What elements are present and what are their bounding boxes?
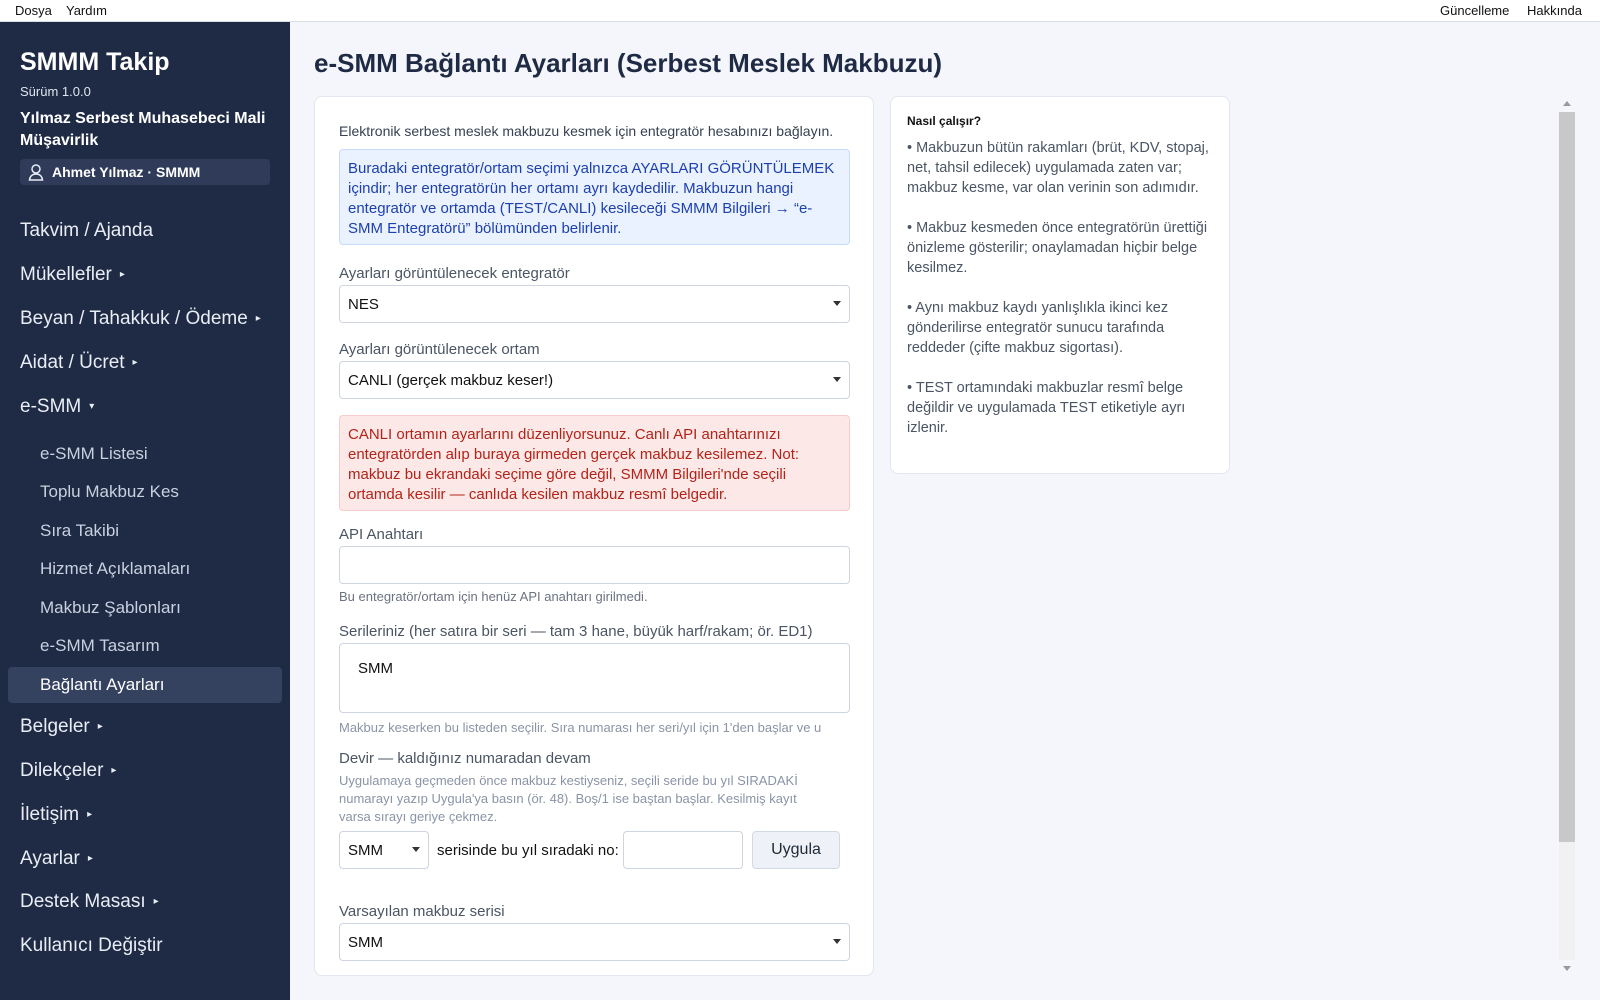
subnav-esmm-design[interactable]: e-SMM Tasarım xyxy=(40,636,160,655)
nav-label: e-SMM xyxy=(20,396,82,417)
app-version: Sürüm 1.0.0 xyxy=(20,84,91,99)
current-user-label: Ahmet Yılmaz · SMMM xyxy=(52,164,201,180)
nav-label: Belgeler xyxy=(20,716,90,737)
nav-label: İletişim xyxy=(20,804,80,825)
nav-label: Mükellefler xyxy=(20,264,112,285)
chevron-right-icon: ▸ xyxy=(132,357,138,368)
nav-taxpayers[interactable] xyxy=(20,264,125,286)
subnav-receipt-templates[interactable]: Makbuz Şablonları xyxy=(40,598,181,617)
help-item: • Makbuz kesmeden önce entegratörün ürettiği önizleme gösterilir; onaylamadan hiçbir belge kesilmez. xyxy=(907,220,1208,276)
api-key-label: API Anahtarı xyxy=(339,526,424,543)
menu-update[interactable]: Güncelleme xyxy=(1440,3,1510,18)
series-hint: Makbuz keserken bu listeden seçilir. Sıra numarası her seri/yıl için 1'den başlar ve u xyxy=(339,720,822,735)
chevron-down-icon xyxy=(833,939,841,944)
devir-hint: Uygulamaya geçmeden önce makbuz kestiyseniz, seçili seride bu yıl SIRADAKİ numarayı yazıp Uygula'ya basın (ör. 48). Boş/1 ise baştan başlar. Kesilmiş kayıt varsa sırayı geriye çekmez. xyxy=(339,773,798,824)
default-series-value: SMM xyxy=(348,934,383,951)
intro-text: Elektronik serbest meslek makbuzu kesmek için entegratör hesabınızı bağlayın. xyxy=(339,123,834,139)
nav-label: Takvim / Ajanda xyxy=(20,220,154,241)
environment-label: Ayarları görüntülenecek ortam xyxy=(339,341,540,358)
nav-label: Destek Masası xyxy=(20,891,146,912)
menu-file[interactable]: Dosya xyxy=(15,3,52,18)
devir-label: Devir — kaldığınız numaradan devam xyxy=(339,750,591,767)
user-icon xyxy=(28,163,44,181)
chevron-right-icon: ▸ xyxy=(97,721,103,732)
scroll-up-icon[interactable] xyxy=(1563,101,1571,106)
integrator-select[interactable] xyxy=(339,285,850,323)
nav-calendar[interactable] xyxy=(20,220,153,242)
current-user[interactable] xyxy=(20,159,270,185)
help-title: Nasıl çalışır? xyxy=(907,114,982,128)
chevron-down-icon: ▾ xyxy=(89,401,95,412)
series-label: Serileriniz (her satıra bir seri — tam 3 hane, büyük harf/rakam; ör. ED1) xyxy=(339,623,813,640)
series-textarea[interactable] xyxy=(339,643,850,713)
content-scrollbar[interactable] xyxy=(1559,96,1575,976)
nav-declarations[interactable] xyxy=(20,308,261,330)
menu-about[interactable]: Hakkında xyxy=(1527,3,1582,18)
chevron-down-icon xyxy=(833,301,841,306)
help-item: • Aynı makbuz kaydı yanlışlıkla ikinci kez gönderilirse entegratör sunucu tarafında reddeder (çifte makbuz sigortası). xyxy=(907,300,1169,356)
chevron-down-icon xyxy=(412,847,420,852)
live-warning-box: CANLI ortamın ayarlarını düzenliyorsunuz. Canlı API anahtarınızı entegratörden alıp buraya girmeden gerçek makbuz kesilemez. Not: makbuz bu ekrandaki seçime göre değil, SMMM Bilgileri'nde seçili ortamda kesilir — canlıda kesilen makbuz resmî belgedir. xyxy=(339,415,850,511)
chevron-right-icon: ▸ xyxy=(119,269,125,280)
nav-documents[interactable] xyxy=(20,716,103,738)
chevron-down-icon xyxy=(833,377,841,382)
subnav-connection-settings[interactable] xyxy=(8,667,282,703)
help-item: • TEST ortamındaki makbuzlar resmî belge değildir ve uygulamada TEST etiketiyle ayrı izlenir. xyxy=(907,380,1186,436)
help-item: • Makbuzun bütün rakamları (brüt, KDV, stopaj, net, tahsil edilecek) uygulamada zaten var; makbuz kesme, var olan verinin son adımıdır. xyxy=(907,140,1209,196)
nav-label: Dilekçeler xyxy=(20,760,104,781)
menu-help[interactable]: Yardım xyxy=(66,3,107,18)
nav-switch-user[interactable] xyxy=(20,935,163,957)
chevron-right-icon: ▸ xyxy=(153,896,159,907)
nav-label: Ayarlar xyxy=(20,848,80,869)
chevron-right-icon: ▸ xyxy=(87,853,93,864)
nav-fees[interactable] xyxy=(20,352,138,374)
nav-settings[interactable] xyxy=(20,848,93,870)
devir-sequence-text: serisinde bu yıl sıradaki no: xyxy=(437,842,619,859)
nav-label: Kullanıcı Değiştir xyxy=(20,935,163,956)
info-box: Buradaki entegratör/ortam seçimi yalnızca AYARLARI GÖRÜNTÜLEMEK içindir; her entegratörün her ortamı ayrı kaydedilir. Makbuzun hangi entegratör ve ortamda (TEST/CANLI) kesileceği SMMM Bilgileri → “e-SMM Entegratörü” bölümünden belirlenir. xyxy=(339,149,850,245)
default-series-label: Varsayılan makbuz serisi xyxy=(339,903,505,920)
subnav-service-descriptions[interactable]: Hizmet Açıklamaları xyxy=(40,559,191,578)
nav-esmm[interactable] xyxy=(20,396,94,418)
subnav-bulk-receipt[interactable]: Toplu Makbuz Kes xyxy=(40,482,179,501)
chevron-right-icon: ▸ xyxy=(111,765,117,776)
chevron-right-icon: ▸ xyxy=(87,809,93,820)
scrollbar-thumb[interactable] xyxy=(1559,112,1575,842)
api-key-input[interactable] xyxy=(339,546,850,584)
chevron-right-icon: ▸ xyxy=(255,313,261,324)
subnav-esmm-list[interactable]: e-SMM Listesi xyxy=(40,444,148,463)
sidebar xyxy=(0,22,290,1000)
environment-value: CANLI (gerçek makbuz keser!) xyxy=(348,372,554,389)
settings-card xyxy=(314,96,874,976)
help-card xyxy=(890,96,1230,474)
environment-select[interactable] xyxy=(339,361,850,399)
menu-bar xyxy=(0,0,1600,22)
company-name: Yılmaz Serbest Muhasebeci Mali Müşavirlik xyxy=(20,110,266,149)
devir-series-select[interactable] xyxy=(339,831,429,869)
app-title: SMMM Takip xyxy=(20,48,170,76)
nav-communication[interactable] xyxy=(20,804,92,826)
scroll-down-icon[interactable] xyxy=(1563,966,1571,971)
page-title: e-SMM Bağlantı Ayarları (Serbest Meslek Makbuzu) xyxy=(314,48,943,78)
devir-series-value: SMM xyxy=(348,842,383,859)
nav-petitions[interactable] xyxy=(20,760,116,782)
api-key-hint: Bu entegratör/ortam için henüz API anahtarı girilmedi. xyxy=(339,589,648,604)
integrator-label: Ayarları görüntülenecek entegratör xyxy=(339,265,570,282)
nav-label: Beyan / Tahakkuk / Ödeme xyxy=(20,308,248,329)
devir-number-input[interactable] xyxy=(623,831,743,869)
default-series-select[interactable] xyxy=(339,923,850,961)
subnav-label: Bağlantı Ayarları xyxy=(40,675,165,694)
subnav-sequence-tracking[interactable]: Sıra Takibi xyxy=(40,521,120,540)
integrator-value: NES xyxy=(348,296,379,313)
nav-label: Aidat / Ücret xyxy=(20,352,125,373)
nav-support[interactable] xyxy=(20,891,159,913)
apply-button[interactable]: Uygula xyxy=(752,831,840,869)
series-value: SMM xyxy=(358,660,393,677)
